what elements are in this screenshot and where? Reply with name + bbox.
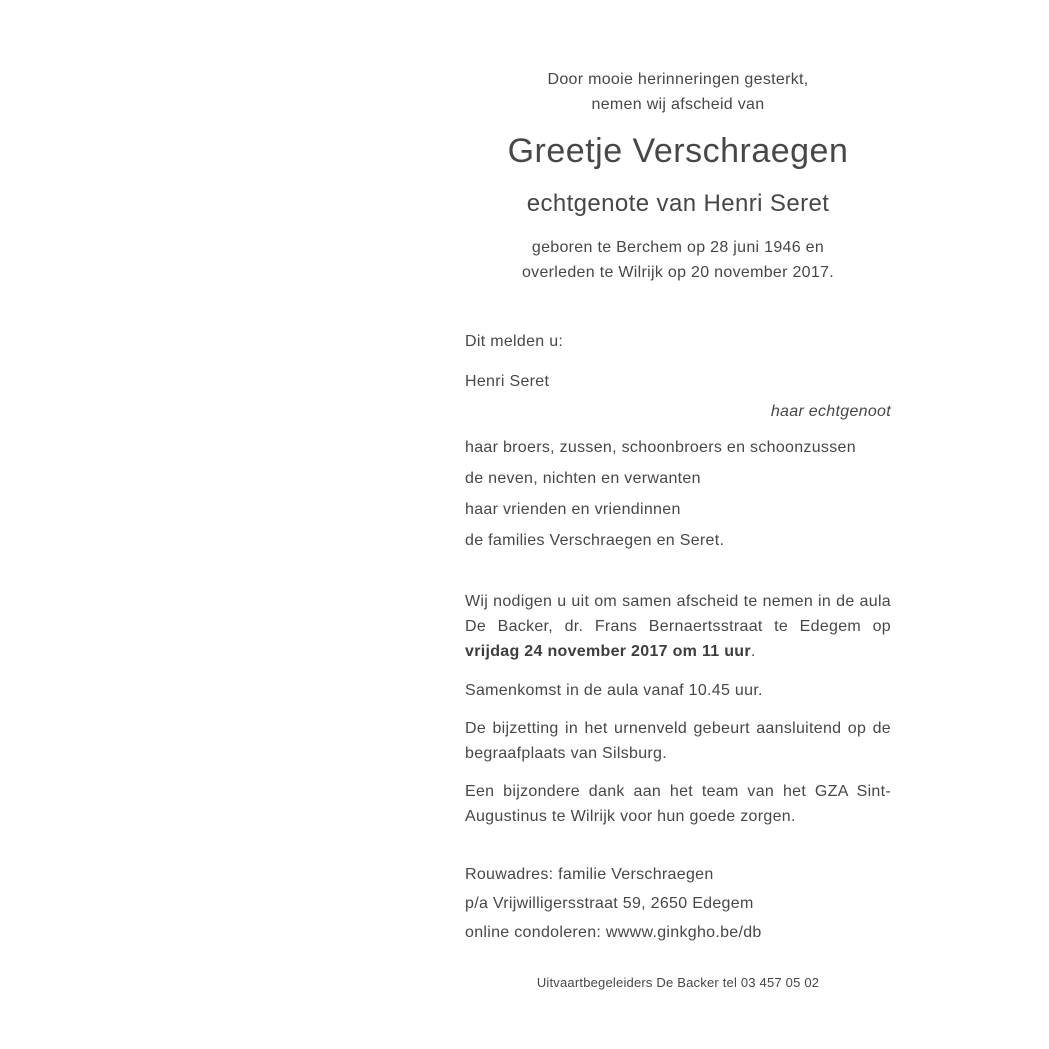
spouse-subtitle: echtgenote van Henri Seret — [526, 190, 830, 217]
death-line: overleden te Wilrijk op 20 november 2017. — [521, 264, 835, 281]
intro-block — [465, 0, 891, 117]
spouse-relation: haar echtgenoot — [770, 403, 891, 420]
relative-line: de families Verschraegen en Seret. — [465, 532, 725, 549]
street-address-line: p/a Vrijwilligersstraat 59, 2650 Edegem — [465, 895, 754, 912]
contact-block — [465, 860, 891, 947]
invitation-text-suffix: . — [750, 643, 756, 660]
mourning-address-line: Rouwadres: familie Verschraegen — [465, 866, 714, 883]
relatives-list — [465, 432, 891, 556]
spouse-name: Henri Seret — [465, 373, 550, 390]
intro-line-2: nemen wij afscheid van — [591, 96, 765, 113]
relative-line: haar vrienden en vriendinnen — [465, 501, 681, 518]
gathering-line: Samenkomst in de aula vanaf 10.45 uur. — [465, 682, 763, 699]
relative-line: haar broers, zussen, schoonbroers en schoonzussen — [465, 439, 856, 456]
thanks-paragraph: Een bijzondere dank aan het team van het GZA Sint-Augustinus te Wilrijk voor hun goede zorgen. — [465, 783, 891, 825]
burial-paragraph: De bijzetting in het urnenveld gebeurt aansluitend op de begraafplaats van Silsburg. — [465, 720, 891, 762]
deceased-name-title: Greetje Verschraegen — [507, 132, 849, 170]
intro-line-1: Door mooie herinneringen gesterkt, — [547, 71, 809, 88]
funeral-home-footer: Uitvaartbegeleiders De Backer tel 03 457 05 02 — [536, 975, 820, 990]
birth-line: geboren te Berchem op 28 juni 1946 en — [531, 239, 825, 256]
invitation-date-bold: vrijdag 24 november 2017 om 11 uur — [465, 643, 751, 660]
invitation-paragraph — [465, 589, 891, 664]
announcement-intro: Dit melden u: — [465, 333, 564, 350]
condolence-line: online condoleren: wwww.ginkgho.be/db — [465, 924, 762, 941]
dates-block — [465, 235, 891, 285]
memorial-card — [465, 0, 891, 992]
invitation-text-prefix: Wij nodigen u uit om samen afscheid te nemen in de aula De Backer, dr. Frans Bernaertsstraat te Edegem op — [465, 593, 891, 635]
relative-line: de neven, nichten en verwanten — [465, 470, 701, 487]
